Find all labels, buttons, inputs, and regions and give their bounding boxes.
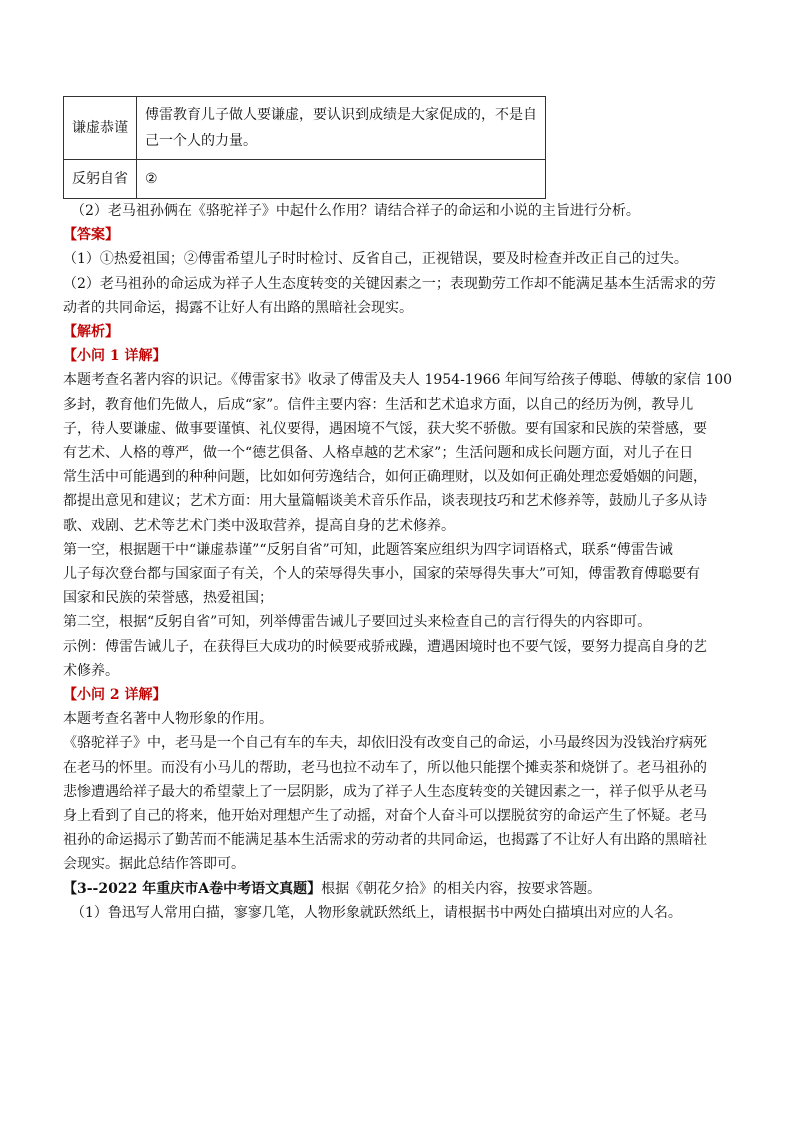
sub-question-2-header: 【小问 2 详解】: [63, 687, 167, 704]
text-line: 常生活中可能遇到的种种问题，比如如何劳逸结合，如何正确理财，以及如何正确处理恋爱婚姻的问题，: [63, 469, 707, 486]
table-cell-value: [137, 97, 546, 160]
analysis-paragraph-2: [63, 538, 733, 611]
text-line: 多封，教育他们先做人，后成“家”。信件主要内容：生活和艺术追求方面，以自己的经历为例，教导儿: [63, 396, 694, 413]
answer-2: [63, 272, 733, 320]
text-line: 《骆驼祥子》中，老马是一个自己有车的车夫，却依旧没有改变自己的命运，小马最终因为没钱治疗病死: [63, 735, 707, 752]
text-line: 示例：傅雷告诫儿子，在获得巨大成功的时候要戒骄戒躁，遭遇困境时也不要气馁，要努力提高自身的艺: [63, 638, 707, 655]
question-3-prompt: 根据《朝花夕拾》的相关内容，按要求答题。: [321, 880, 602, 897]
document-body: [63, 199, 733, 925]
table-cell-value: [137, 160, 546, 199]
text-line: 在老马的怀里。而没有小马儿的帮助，老马也拉不动车了，所以他只能摆个摊卖茶和烧饼了。老马祖孙的: [63, 759, 707, 776]
analysis-paragraph-4: [63, 635, 733, 683]
cell-line: ②: [145, 171, 158, 187]
text-line: 祖孙的命运揭示了勤苦而不能满足基本生活需求的劳动者的共同命运，也揭露了不让好人有出路的黑暗社: [63, 832, 707, 849]
text-line: 有艺术、人格的尊严，做一个“德艺俱备、人格卓越的艺术家”；生活问题和成长问题方面，对儿子在日: [63, 445, 694, 462]
question-3-source: 【3--2022 年重庆市A卷中考语文真题】: [63, 880, 322, 897]
text-line: 国家和民族的荣誉感，热爱祖国；: [63, 590, 273, 607]
sub-question-1-header: 【小问 1 详解】: [63, 348, 167, 365]
answer-header: 【答案】: [63, 227, 119, 244]
text-line: 动者的共同命运，揭露不让好人有出路的黑暗社会现实。: [63, 299, 413, 316]
text-line: 术修养。: [63, 662, 119, 679]
text-line: 会现实。据此总结作答即可。: [63, 856, 245, 873]
table-row: [64, 160, 546, 199]
text-line: 都提出意见和建议；艺术方面：用大量篇幅谈美术音乐作品，谈表现技巧和艺术修养等，鼓励儿子多从诗: [63, 493, 707, 510]
question-3-1: （1）鲁迅写人常用白描，寥寥几笔，人物形象就跃然纸上，请根据书中两处白描填出对应的人名。: [71, 904, 682, 921]
text-line: 子，待人要谦虚、做事要谨慎、礼仪要得，遇困境不气馁，获大奖不骄傲。要有国家和民族的荣誉感，要: [63, 420, 707, 437]
text-line: 第一空，根据题干中“谦虚恭谨”“反躬自省”可知，此题答案应组织为四字词语格式，联系“傅雷告诫: [63, 541, 673, 558]
cell-line: 己一个人的力量。: [145, 133, 257, 149]
answer-1: （1）①热爱祖国；②傅雷希望儿子时时检讨、反省自己，正视错误，要及时检查并改正自己的过失。: [63, 251, 688, 268]
text-line: 悲惨遭遇给祥子最大的希望蒙上了一层阴影，成为了祥子人生态度转变的关键因素之一，祥子似乎从老马: [63, 783, 707, 800]
text-line: 歌、戏剧、艺术等艺术门类中汲取营养，提高自身的艺术修养。: [63, 517, 455, 534]
question-2: （2）老马祖孙俩在《骆驼祥子》中起什么作用？请结合祥子的命运和小说的主旨进行分析。: [71, 203, 640, 219]
cell-line: 傅雷教育儿子做人要谦虚，要认识到成绩是大家促成的，不是自: [145, 107, 537, 123]
table-row: [64, 97, 546, 160]
table-cell-key: 反躬自省: [64, 160, 137, 199]
question-3: [63, 877, 733, 901]
analysis-paragraph-3: 第二空，根据“反躬自省”可知，列举傅雷告诫儿子要回过头来检查自己的言行得失的内容即可。: [63, 614, 652, 631]
answer-table: [63, 96, 546, 199]
table-cell-key: 谦虚恭谨: [64, 97, 137, 160]
analysis-paragraph-5: 本题考查名著中人物形象的作用。: [63, 711, 273, 728]
text-line: （2）老马祖孙的命运成为祥子人生态度转变的关键因素之一；表现勤劳工作却不能满足基本生活需求的劳: [63, 275, 716, 292]
analysis-paragraph-6: [63, 731, 733, 876]
analysis-header: 【解析】: [63, 324, 119, 341]
analysis-paragraph-1: [63, 368, 733, 537]
text-line: 本题考查名著内容的识记。《傅雷家书》收录了傅雷及夫人 1954-1966 年间写给孩子傅聪、傅敏的家信 100: [63, 372, 733, 389]
text-line: 儿子每次登台都与国家面子有关，个人的荣辱得失事小，国家的荣辱得失事大”可知，傅雷教育傅聪要有: [63, 566, 701, 583]
text-line: 身上看到了自己的将来，他开始对理想产生了动摇，对奋个人奋斗可以摆脱贫穷的命运产生了怀疑。老马: [63, 808, 707, 825]
